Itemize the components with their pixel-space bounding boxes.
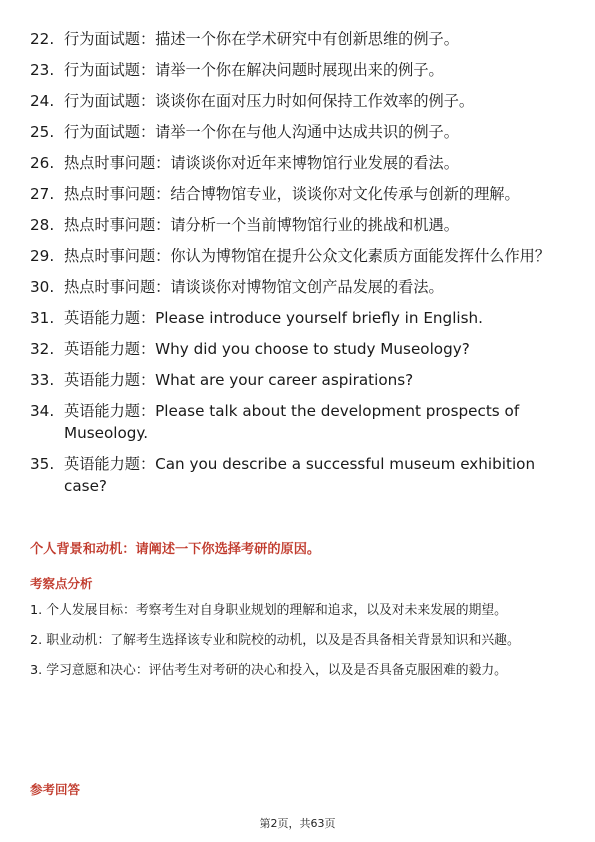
question-text: 行为面试题：描述一个你在学术研究中有创新思维的例子。: [64, 30, 459, 48]
question-item: [30, 338, 570, 360]
question-text: 热点时事问题：请谈谈你对近年来博物馆行业发展的看法。: [64, 154, 459, 172]
analysis-point: 3. 学习意愿和决心：评估考生对考研的决心和投入，以及是否具备克服困难的毅力。: [30, 663, 507, 678]
question-number: 26.: [30, 154, 55, 172]
question-text: 热点时事问题：你认为博物馆在提升公众文化素质方面能发挥什么作用？: [64, 247, 550, 265]
question-text: 英语能力题：Why did you choose to study Museology?: [64, 340, 470, 358]
analysis-point: 1. 个人发展目标：考察考生对自身职业规划的理解和追求，以及对未来发展的期望。: [30, 603, 507, 618]
analysis-points: [30, 598, 570, 683]
question-text: 热点时事问题：请谈谈你对博物馆文创产品发展的看法。: [64, 278, 444, 296]
page-footer: 第2页，共63页: [259, 817, 336, 830]
question-item: [30, 453, 570, 497]
question-number: 27.: [30, 185, 55, 203]
question-item: [30, 214, 570, 236]
question-number: 25.: [30, 123, 55, 141]
question-number: 34.: [30, 402, 55, 420]
question-number: 33.: [30, 371, 55, 389]
question-item: [30, 400, 570, 444]
question-item: [30, 183, 570, 205]
question-text: 热点时事问题：请分析一个当前博物馆行业的挑战和机遇。: [64, 216, 459, 234]
answer-block: [30, 781, 570, 799]
question-number: 22.: [30, 30, 55, 48]
analysis-block: [30, 575, 570, 593]
question-item: [30, 59, 570, 81]
question-number: 28.: [30, 216, 55, 234]
question-number: 24.: [30, 92, 55, 110]
question-number: 30.: [30, 278, 55, 296]
question-number: 23.: [30, 61, 55, 79]
question-text: 行为面试题：谈谈你在面对压力时如何保持工作效率的例子。: [64, 92, 475, 110]
question-text: 热点时事问题：结合博物馆专业，谈谈你对文化传承与创新的理解。: [64, 185, 520, 203]
question-number: 35.: [30, 455, 55, 473]
question-item: [30, 245, 570, 267]
question-item: [30, 90, 570, 112]
question-text: 行为面试题：请举一个你在与他人沟通中达成共识的例子。: [64, 123, 459, 141]
question-text: 行为面试题：请举一个你在解决问题时展现出来的例子。: [64, 61, 444, 79]
analysis-title: 考察点分析: [30, 576, 93, 591]
motivation-section: [30, 541, 570, 559]
question-number: 29.: [30, 247, 55, 265]
section-heading: 个人背景和动机：请阐述一下你选择考研的原因。: [30, 542, 321, 557]
question-item: [30, 307, 570, 329]
question-item: [30, 369, 570, 391]
question-number: 31.: [30, 309, 55, 327]
question-item: [30, 152, 570, 174]
question-text: 英语能力题：What are your career aspirations?: [64, 371, 414, 389]
question-number: 32.: [30, 340, 55, 358]
question-text: 英语能力题：Please introduce yourself briefly in English.: [64, 309, 483, 327]
question-item: [30, 28, 570, 50]
question-item: [30, 121, 570, 143]
question-list: [30, 28, 570, 506]
question-text: 英语能力题：Please talk about the development prospects of Museology.: [64, 402, 520, 442]
analysis-point: 2. 职业动机：了解考生选择该专业和院校的动机，以及是否具备相关背景知识和兴趣。: [30, 633, 520, 648]
question-text: 英语能力题：Can you describe a successful museum exhibition case?: [64, 455, 536, 495]
question-item: [30, 276, 570, 298]
answer-title: 参考回答: [30, 782, 81, 797]
